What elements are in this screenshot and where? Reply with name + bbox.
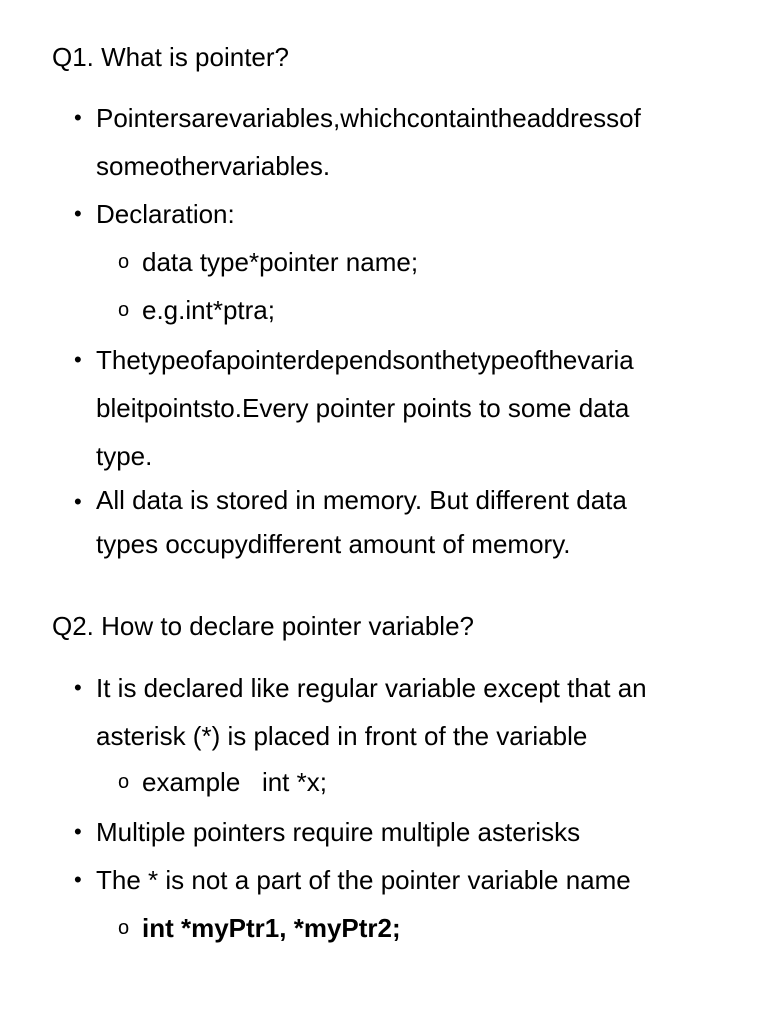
- bullet-icon: •: [74, 675, 82, 700]
- q2-bullet-1-subitem-1: [118, 758, 738, 806]
- q1-bullet-4: [74, 478, 744, 566]
- hollow-bullet-icon: o: [118, 251, 130, 273]
- q2-bullet-3-subitem-1-text: int *myPtr1, *myPtr2;: [142, 913, 401, 943]
- q2-bullet-3-line-1: The * is not a part of the pointer variable name: [96, 865, 631, 895]
- bullet-icon: •: [74, 819, 82, 844]
- bullet-icon: •: [74, 201, 82, 226]
- q1-bullet-2-subitem-1-text: data type*pointer name;: [142, 247, 419, 277]
- bullet-icon: •: [74, 105, 82, 130]
- q1-bullet-1-line-1: Pointersarevariables,whichcontaintheaddressof: [96, 103, 641, 133]
- q1-bullet-2-subitem-2: [118, 286, 738, 334]
- bullet-icon: •: [74, 347, 82, 372]
- q2-bullet-1-line-1: It is declared like regular variable except that an: [96, 673, 647, 703]
- q1-bullet-2-subitem-1: [118, 238, 738, 286]
- q1-bullet-4-line-1: All data is stored in memory. But different data: [96, 485, 627, 515]
- q1-bullet-3: [74, 336, 744, 480]
- q2-bullet-3: [74, 856, 744, 904]
- q2-bullet-3-subitem-1: [118, 904, 738, 952]
- q2-bullet-1: [74, 664, 744, 760]
- q2-bullet-1-subitem-1-text: example int *x;: [142, 767, 327, 797]
- question-2-title: Q2. How to declare pointer variable?: [52, 611, 475, 641]
- q1-bullet-2: [74, 190, 744, 238]
- bullet-icon: •: [74, 867, 82, 892]
- hollow-bullet-icon: o: [118, 917, 130, 939]
- q1-bullet-1-line-2: someothervariables.: [96, 151, 331, 181]
- q1-bullet-3-line-2: bleitpointsto.Every pointer points to some data: [96, 393, 630, 423]
- q1-bullet-1: [74, 94, 744, 190]
- question-1-title: Q1. What is pointer?: [52, 42, 289, 72]
- q2-bullet-2: [74, 808, 744, 856]
- q1-bullet-3-line-3: type.: [96, 441, 153, 471]
- bullet-icon: •: [74, 489, 82, 514]
- hollow-bullet-icon: o: [118, 299, 130, 321]
- q1-bullet-2-subitem-2-text: e.g.int*ptra;: [142, 295, 275, 325]
- q1-bullet-4-line-2: types occupydifferent amount of memory.: [96, 529, 571, 559]
- q2-bullet-1-line-2: asterisk (*) is placed in front of the variable: [96, 721, 588, 751]
- q2-bullet-2-line-1: Multiple pointers require multiple asterisks: [96, 817, 581, 847]
- hollow-bullet-icon: o: [118, 771, 130, 793]
- q1-bullet-3-line-1: Thetypeofapointerdependsonthetypeofthevaria: [96, 345, 634, 375]
- q1-bullet-2-line-1: Declaration:: [96, 199, 235, 229]
